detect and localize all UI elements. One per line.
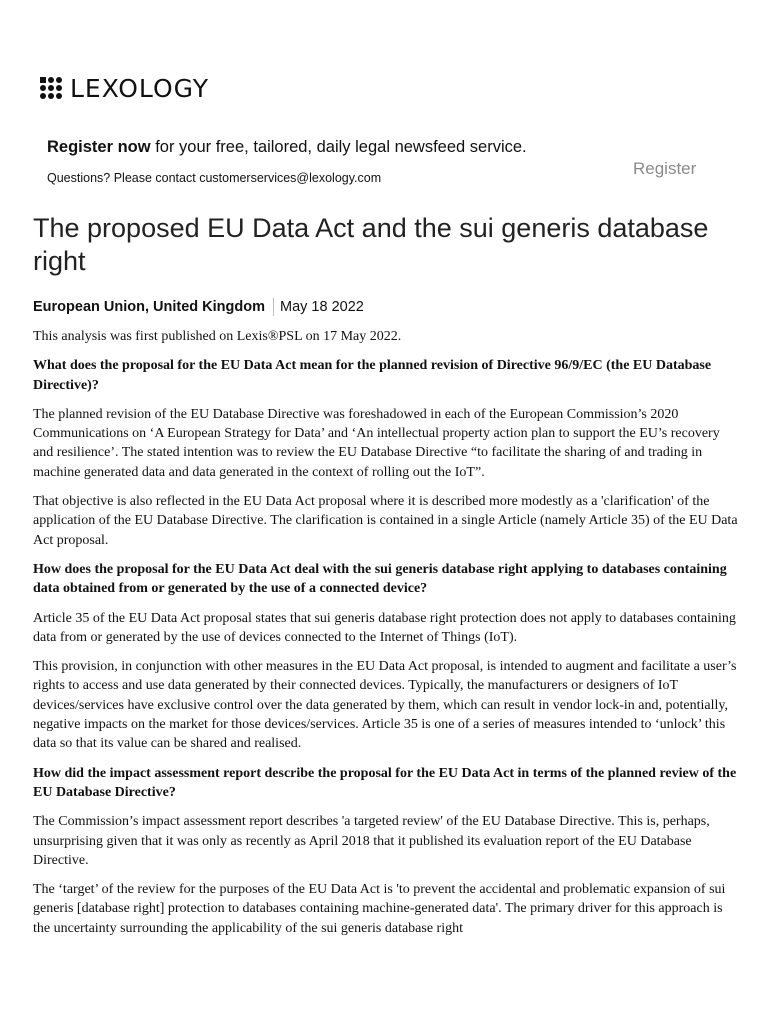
lexology-logo[interactable] [40, 74, 209, 102]
register-now-link[interactable]: Register now [47, 138, 151, 156]
paragraph: The ‘target’ of the review for the purposes of the EU Data Act is 'to prevent the accidental and problematic expansion of sui generis [database right] protection to databases containing machine-generated data'. The primary driver for this approach is the uncertainty surrounding the applicability of the sui generis database right [33, 882, 726, 936]
register-promo [47, 138, 527, 157]
paragraph: Article 35 of the EU Data Act proposal states that sui generis database right protection does not apply to databases containing data from or generated by the use of devices connected to the Internet of Things (IoT). [33, 610, 736, 645]
question-heading: How does the proposal for the EU Data Act deal with the sui generis database right applying to databases containing data obtained from or generated by the use of a connected device? [33, 561, 727, 597]
article-meta [33, 298, 364, 316]
question-heading: How did the impact assessment report describe the proposal for the EU Data Act in terms of the planned review of the EU Database Directive? [33, 765, 737, 800]
paragraph: This provision, in conjunction with other measures in the EU Data Act proposal, is intended to augment and facilitate a user’s rights to access and use data generated by their connected devices. Typically, the manufacturers or designers of IoT devices/services have exclusive control over the data generated by them, which can result in vendor lock-in and, potentially, negative impacts on the market for those devices/services. Article 35 is one of a series of measures intended to ‘unlock’ this data so that its value can be shared and realised. [33, 659, 737, 752]
brand-name: LEXOLOGY [70, 73, 210, 103]
question-heading: What does the proposal for the EU Data Act mean for the planned revision of Directive 96/9/EC (the EU Database Directive)? [33, 358, 712, 393]
paragraph: That objective is also reflected in the EU Data Act proposal where it is described more modestly as a 'clarification' of the application of the EU Database Directive. The clarification is contained in a single Article (namely Article 35) of the EU Data Act proposal. [33, 494, 738, 548]
article-date: May 18 2022 [280, 299, 364, 315]
meta-divider [273, 298, 274, 316]
contact-line [47, 171, 381, 185]
register-promo-text: for your free, tailored, daily legal newsfeed service. [150, 138, 527, 156]
register-button[interactable]: Register [633, 159, 697, 178]
jurisdictions[interactable]: European Union, United Kingdom [33, 299, 265, 315]
contact-text: Questions? Please contact [47, 171, 200, 185]
paragraph: This analysis was first published on Lexis®PSL on 17 May 2022. [33, 329, 402, 344]
paragraph: The Commission’s impact assessment report describes 'a targeted review' of the EU Database Directive. This is, perhaps, unsurprising given that it was only as recently as April 2018 that it published its evaluation report of the EU Database Directive. [33, 814, 710, 868]
article-title: The proposed EU Data Act and the sui generis database right [33, 213, 709, 276]
support-email-link[interactable]: customerservices@lexology.com [199, 171, 382, 185]
article-body [33, 327, 743, 948]
paragraph: The planned revision of the EU Database Directive was foreshadowed in each of the European Commission’s 2020 Communications on ‘A European Strategy for Data’ and ‘An intellectual property action plan to support the EU’s recovery and resilience’. The stated intention was to review the EU Database Directive “to facilitate the sharing of and trading in machine generated data and data generated in the context of rolling out the IoT”. [33, 406, 720, 480]
logo-grid-icon [40, 77, 64, 99]
